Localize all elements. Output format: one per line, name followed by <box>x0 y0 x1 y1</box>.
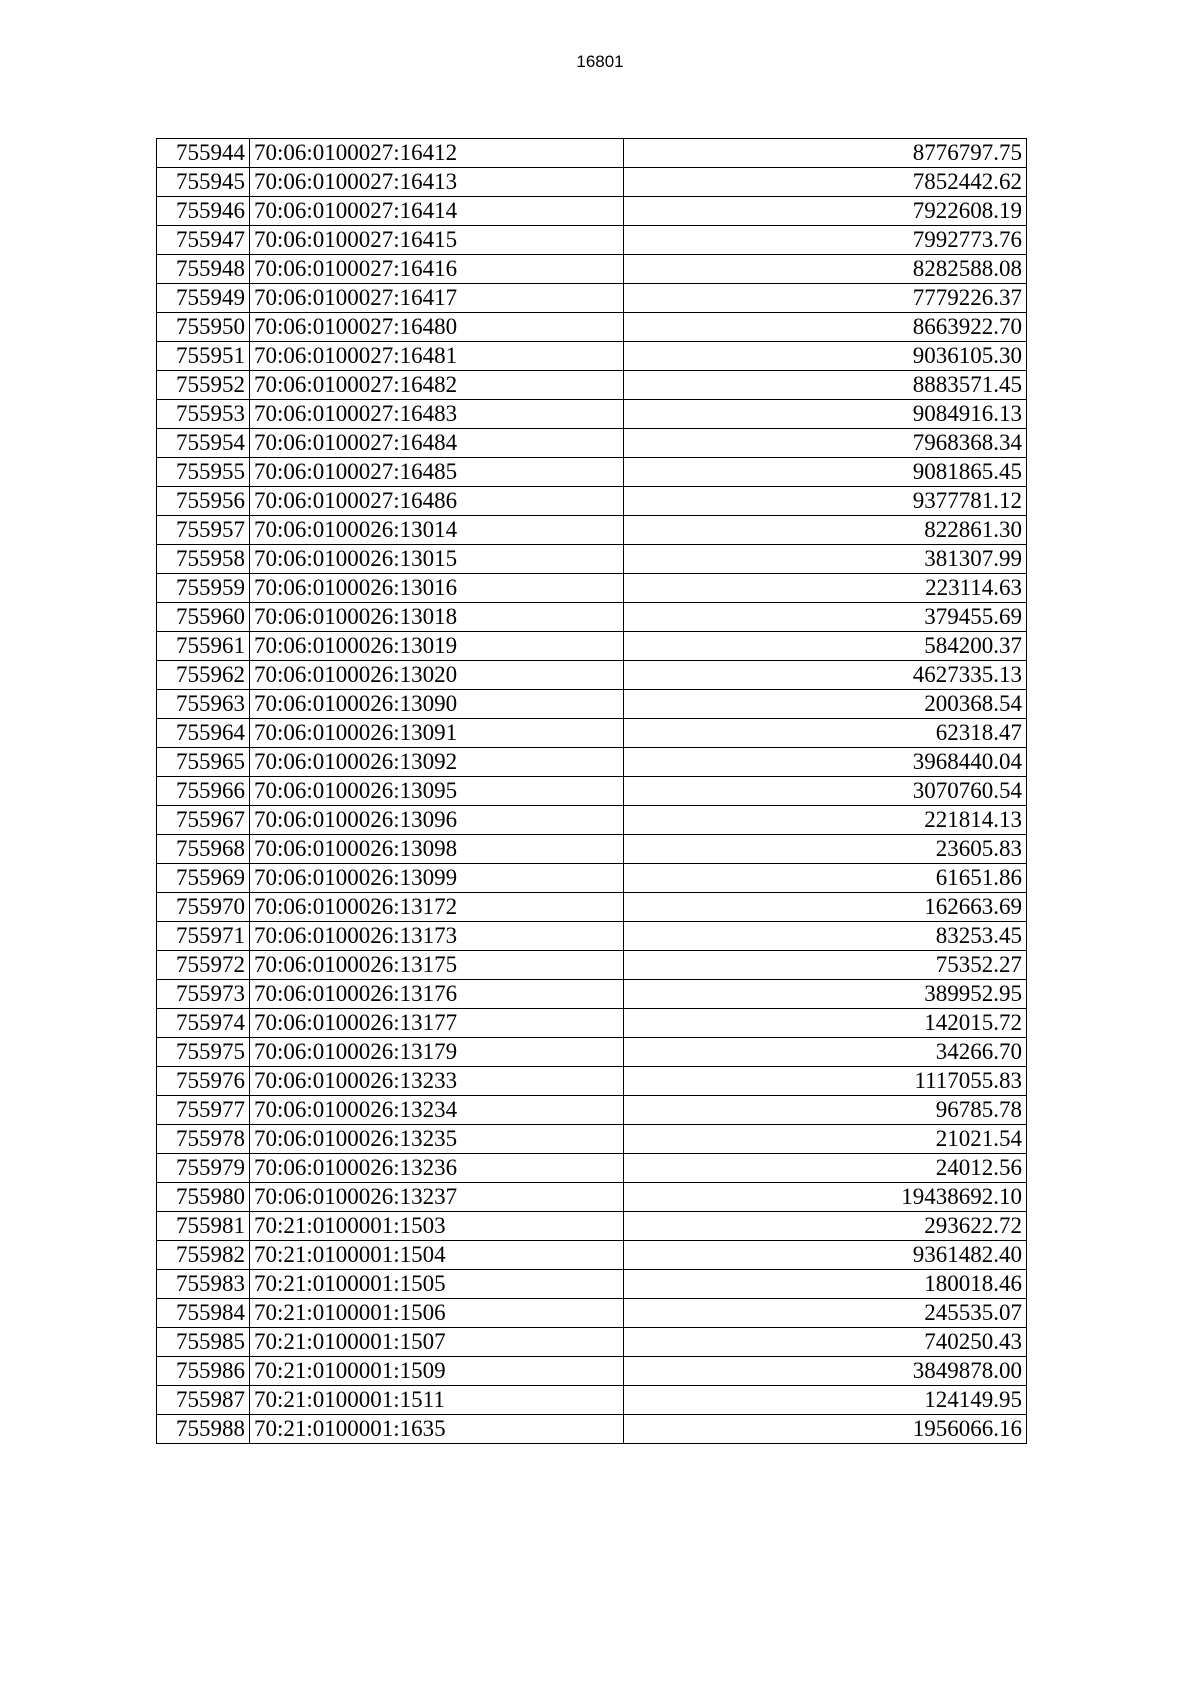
row-number-cell: 755986 <box>157 1357 250 1386</box>
row-number-cell: 755962 <box>157 661 250 690</box>
cadastral-value-cell: 7922608.19 <box>624 197 1027 226</box>
table-row <box>157 1212 1027 1241</box>
row-number-cell: 755971 <box>157 922 250 951</box>
cadastral-number-cell: 70:06:0100026:13177 <box>250 1009 624 1038</box>
cadastral-value-cell: 584200.37 <box>624 632 1027 661</box>
cadastral-number-cell: 70:06:0100027:16482 <box>250 371 624 400</box>
table-row <box>157 487 1027 516</box>
cadastral-number-cell: 70:06:0100027:16415 <box>250 226 624 255</box>
row-number-cell: 755985 <box>157 1328 250 1357</box>
row-number-cell: 755961 <box>157 632 250 661</box>
table-row <box>157 1386 1027 1415</box>
cadastral-number-cell: 70:21:0100001:1509 <box>250 1357 624 1386</box>
table-row <box>157 1241 1027 1270</box>
table-row <box>157 342 1027 371</box>
cadastral-value-cell: 9377781.12 <box>624 487 1027 516</box>
row-number-cell: 755959 <box>157 574 250 603</box>
cadastral-number-cell: 70:06:0100026:13091 <box>250 719 624 748</box>
cadastral-value-cell: 8663922.70 <box>624 313 1027 342</box>
row-number-cell: 755964 <box>157 719 250 748</box>
cadastral-value-cell: 4627335.13 <box>624 661 1027 690</box>
row-number-cell: 755988 <box>157 1415 250 1444</box>
cadastral-number-cell: 70:21:0100001:1504 <box>250 1241 624 1270</box>
table-row <box>157 1357 1027 1386</box>
row-number-cell: 755956 <box>157 487 250 516</box>
row-number-cell: 755945 <box>157 168 250 197</box>
row-number-cell: 755949 <box>157 284 250 313</box>
cadastral-value-cell: 142015.72 <box>624 1009 1027 1038</box>
cadastral-number-cell: 70:06:0100026:13016 <box>250 574 624 603</box>
table-row <box>157 226 1027 255</box>
cadastral-value-cell: 200368.54 <box>624 690 1027 719</box>
row-number-cell: 755967 <box>157 806 250 835</box>
cadastral-number-cell: 70:06:0100026:13237 <box>250 1183 624 1212</box>
table-row <box>157 719 1027 748</box>
table-row <box>157 1183 1027 1212</box>
row-number-cell: 755951 <box>157 342 250 371</box>
cadastral-value-cell: 1117055.83 <box>624 1067 1027 1096</box>
cadastral-value-cell: 75352.27 <box>624 951 1027 980</box>
row-number-cell: 755976 <box>157 1067 250 1096</box>
row-number-cell: 755983 <box>157 1270 250 1299</box>
row-number-cell: 755963 <box>157 690 250 719</box>
table-row <box>157 1009 1027 1038</box>
cadastral-number-cell: 70:06:0100026:13179 <box>250 1038 624 1067</box>
cadastral-number-cell: 70:06:0100026:13096 <box>250 806 624 835</box>
cadastral-number-cell: 70:06:0100026:13233 <box>250 1067 624 1096</box>
cadastral-number-cell: 70:06:0100027:16486 <box>250 487 624 516</box>
cadastral-value-cell: 7992773.76 <box>624 226 1027 255</box>
row-number-cell: 755947 <box>157 226 250 255</box>
cadastral-number-cell: 70:06:0100027:16416 <box>250 255 624 284</box>
row-number-cell: 755958 <box>157 545 250 574</box>
cadastral-value-cell: 3070760.54 <box>624 777 1027 806</box>
table-row <box>157 777 1027 806</box>
row-number-cell: 755969 <box>157 864 250 893</box>
table-row <box>157 458 1027 487</box>
table-row <box>157 632 1027 661</box>
cadastral-value-cell: 8883571.45 <box>624 371 1027 400</box>
cadastral-value-cell: 19438692.10 <box>624 1183 1027 1212</box>
row-number-cell: 755982 <box>157 1241 250 1270</box>
cadastral-number-cell: 70:06:0100026:13172 <box>250 893 624 922</box>
cadastral-number-cell: 70:21:0100001:1506 <box>250 1299 624 1328</box>
table-row <box>157 139 1027 168</box>
cadastral-value-cell: 1956066.16 <box>624 1415 1027 1444</box>
row-number-cell: 755973 <box>157 980 250 1009</box>
cadastral-value-cell: 180018.46 <box>624 1270 1027 1299</box>
cadastral-number-cell: 70:06:0100026:13020 <box>250 661 624 690</box>
row-number-cell: 755946 <box>157 197 250 226</box>
table-row <box>157 400 1027 429</box>
cadastral-value-cell: 7852442.62 <box>624 168 1027 197</box>
table-row <box>157 1299 1027 1328</box>
cadastral-number-cell: 70:06:0100027:16417 <box>250 284 624 313</box>
cadastral-value-table <box>156 138 1027 1444</box>
row-number-cell: 755977 <box>157 1096 250 1125</box>
cadastral-value-cell: 381307.99 <box>624 545 1027 574</box>
table-row <box>157 371 1027 400</box>
table-row <box>157 690 1027 719</box>
table-row <box>157 313 1027 342</box>
cadastral-value-cell: 9081865.45 <box>624 458 1027 487</box>
row-number-cell: 755950 <box>157 313 250 342</box>
cadastral-number-cell: 70:06:0100026:13173 <box>250 922 624 951</box>
row-number-cell: 755981 <box>157 1212 250 1241</box>
cadastral-value-cell: 124149.95 <box>624 1386 1027 1415</box>
cadastral-number-cell: 70:06:0100027:16484 <box>250 429 624 458</box>
row-number-cell: 755980 <box>157 1183 250 1212</box>
cadastral-number-cell: 70:06:0100026:13015 <box>250 545 624 574</box>
row-number-cell: 755974 <box>157 1009 250 1038</box>
table-row <box>157 835 1027 864</box>
cadastral-number-cell: 70:06:0100026:13019 <box>250 632 624 661</box>
cadastral-value-cell: 24012.56 <box>624 1154 1027 1183</box>
cadastral-value-cell: 293622.72 <box>624 1212 1027 1241</box>
row-number-cell: 755978 <box>157 1125 250 1154</box>
table-row <box>157 255 1027 284</box>
table-row <box>157 545 1027 574</box>
row-number-cell: 755955 <box>157 458 250 487</box>
cadastral-value-cell: 61651.86 <box>624 864 1027 893</box>
cadastral-value-cell: 822861.30 <box>624 516 1027 545</box>
cadastral-value-cell: 740250.43 <box>624 1328 1027 1357</box>
page-number: 16801 <box>576 52 624 71</box>
cadastral-value-cell: 8282588.08 <box>624 255 1027 284</box>
table-row <box>157 429 1027 458</box>
table-row <box>157 893 1027 922</box>
cadastral-number-cell: 70:06:0100027:16480 <box>250 313 624 342</box>
cadastral-number-cell: 70:06:0100027:16483 <box>250 400 624 429</box>
cadastral-value-cell: 245535.07 <box>624 1299 1027 1328</box>
cadastral-number-cell: 70:06:0100026:13234 <box>250 1096 624 1125</box>
table-row <box>157 980 1027 1009</box>
row-number-cell: 755970 <box>157 893 250 922</box>
row-number-cell: 755975 <box>157 1038 250 1067</box>
cadastral-value-cell: 7779226.37 <box>624 284 1027 313</box>
row-number-cell: 755968 <box>157 835 250 864</box>
cadastral-value-cell: 96785.78 <box>624 1096 1027 1125</box>
row-number-cell: 755953 <box>157 400 250 429</box>
row-number-cell: 755979 <box>157 1154 250 1183</box>
table-row <box>157 1125 1027 1154</box>
table-row <box>157 1328 1027 1357</box>
table-row <box>157 806 1027 835</box>
cadastral-value-cell: 9361482.40 <box>624 1241 1027 1270</box>
row-number-cell: 755954 <box>157 429 250 458</box>
row-number-cell: 755948 <box>157 255 250 284</box>
cadastral-value-cell: 3849878.00 <box>624 1357 1027 1386</box>
table-row <box>157 1270 1027 1299</box>
cadastral-value-cell: 62318.47 <box>624 719 1027 748</box>
cadastral-number-cell: 70:06:0100026:13176 <box>250 980 624 1009</box>
row-number-cell: 755960 <box>157 603 250 632</box>
cadastral-number-cell: 70:21:0100001:1635 <box>250 1415 624 1444</box>
cadastral-number-cell: 70:21:0100001:1505 <box>250 1270 624 1299</box>
table-row <box>157 197 1027 226</box>
row-number-cell: 755966 <box>157 777 250 806</box>
cadastral-value-cell: 221814.13 <box>624 806 1027 835</box>
cadastral-value-cell: 34266.70 <box>624 1038 1027 1067</box>
cadastral-number-cell: 70:06:0100026:13095 <box>250 777 624 806</box>
row-number-cell: 755944 <box>157 139 250 168</box>
table-row <box>157 1067 1027 1096</box>
cadastral-number-cell: 70:21:0100001:1507 <box>250 1328 624 1357</box>
table-row <box>157 1096 1027 1125</box>
row-number-cell: 755987 <box>157 1386 250 1415</box>
cadastral-number-cell: 70:06:0100026:13092 <box>250 748 624 777</box>
cadastral-value-cell: 83253.45 <box>624 922 1027 951</box>
cadastral-number-cell: 70:06:0100026:13236 <box>250 1154 624 1183</box>
cadastral-number-cell: 70:06:0100026:13014 <box>250 516 624 545</box>
table-row <box>157 661 1027 690</box>
row-number-cell: 755952 <box>157 371 250 400</box>
table-row <box>157 1415 1027 1444</box>
cadastral-value-cell: 8776797.75 <box>624 139 1027 168</box>
cadastral-value-cell: 3968440.04 <box>624 748 1027 777</box>
table-row <box>157 574 1027 603</box>
cadastral-number-cell: 70:06:0100026:13090 <box>250 690 624 719</box>
cadastral-value-cell: 223114.63 <box>624 574 1027 603</box>
cadastral-number-cell: 70:06:0100027:16481 <box>250 342 624 371</box>
cadastral-value-cell: 23605.83 <box>624 835 1027 864</box>
row-number-cell: 755965 <box>157 748 250 777</box>
row-number-cell: 755957 <box>157 516 250 545</box>
cadastral-number-cell: 70:06:0100027:16485 <box>250 458 624 487</box>
row-number-cell: 755984 <box>157 1299 250 1328</box>
table-row <box>157 1038 1027 1067</box>
table-row <box>157 951 1027 980</box>
cadastral-value-cell: 9084916.13 <box>624 400 1027 429</box>
cadastral-value-cell: 389952.95 <box>624 980 1027 1009</box>
cadastral-value-cell: 7968368.34 <box>624 429 1027 458</box>
cadastral-number-cell: 70:06:0100027:16413 <box>250 168 624 197</box>
table-row <box>157 516 1027 545</box>
cadastral-value-cell: 21021.54 <box>624 1125 1027 1154</box>
table-row <box>157 603 1027 632</box>
table-row <box>157 284 1027 313</box>
cadastral-value-cell: 162663.69 <box>624 893 1027 922</box>
table-body <box>157 139 1027 1444</box>
table-row <box>157 1154 1027 1183</box>
cadastral-number-cell: 70:06:0100026:13099 <box>250 864 624 893</box>
cadastral-number-cell: 70:06:0100026:13018 <box>250 603 624 632</box>
table-row <box>157 748 1027 777</box>
cadastral-number-cell: 70:06:0100027:16414 <box>250 197 624 226</box>
cadastral-value-cell: 9036105.30 <box>624 342 1027 371</box>
cadastral-number-cell: 70:06:0100027:16412 <box>250 139 624 168</box>
cadastral-number-cell: 70:06:0100026:13175 <box>250 951 624 980</box>
cadastral-number-cell: 70:06:0100026:13235 <box>250 1125 624 1154</box>
cadastral-number-cell: 70:06:0100026:13098 <box>250 835 624 864</box>
table-row <box>157 168 1027 197</box>
table-row <box>157 864 1027 893</box>
table-row <box>157 922 1027 951</box>
row-number-cell: 755972 <box>157 951 250 980</box>
cadastral-value-cell: 379455.69 <box>624 603 1027 632</box>
cadastral-number-cell: 70:21:0100001:1511 <box>250 1386 624 1415</box>
cadastral-number-cell: 70:21:0100001:1503 <box>250 1212 624 1241</box>
